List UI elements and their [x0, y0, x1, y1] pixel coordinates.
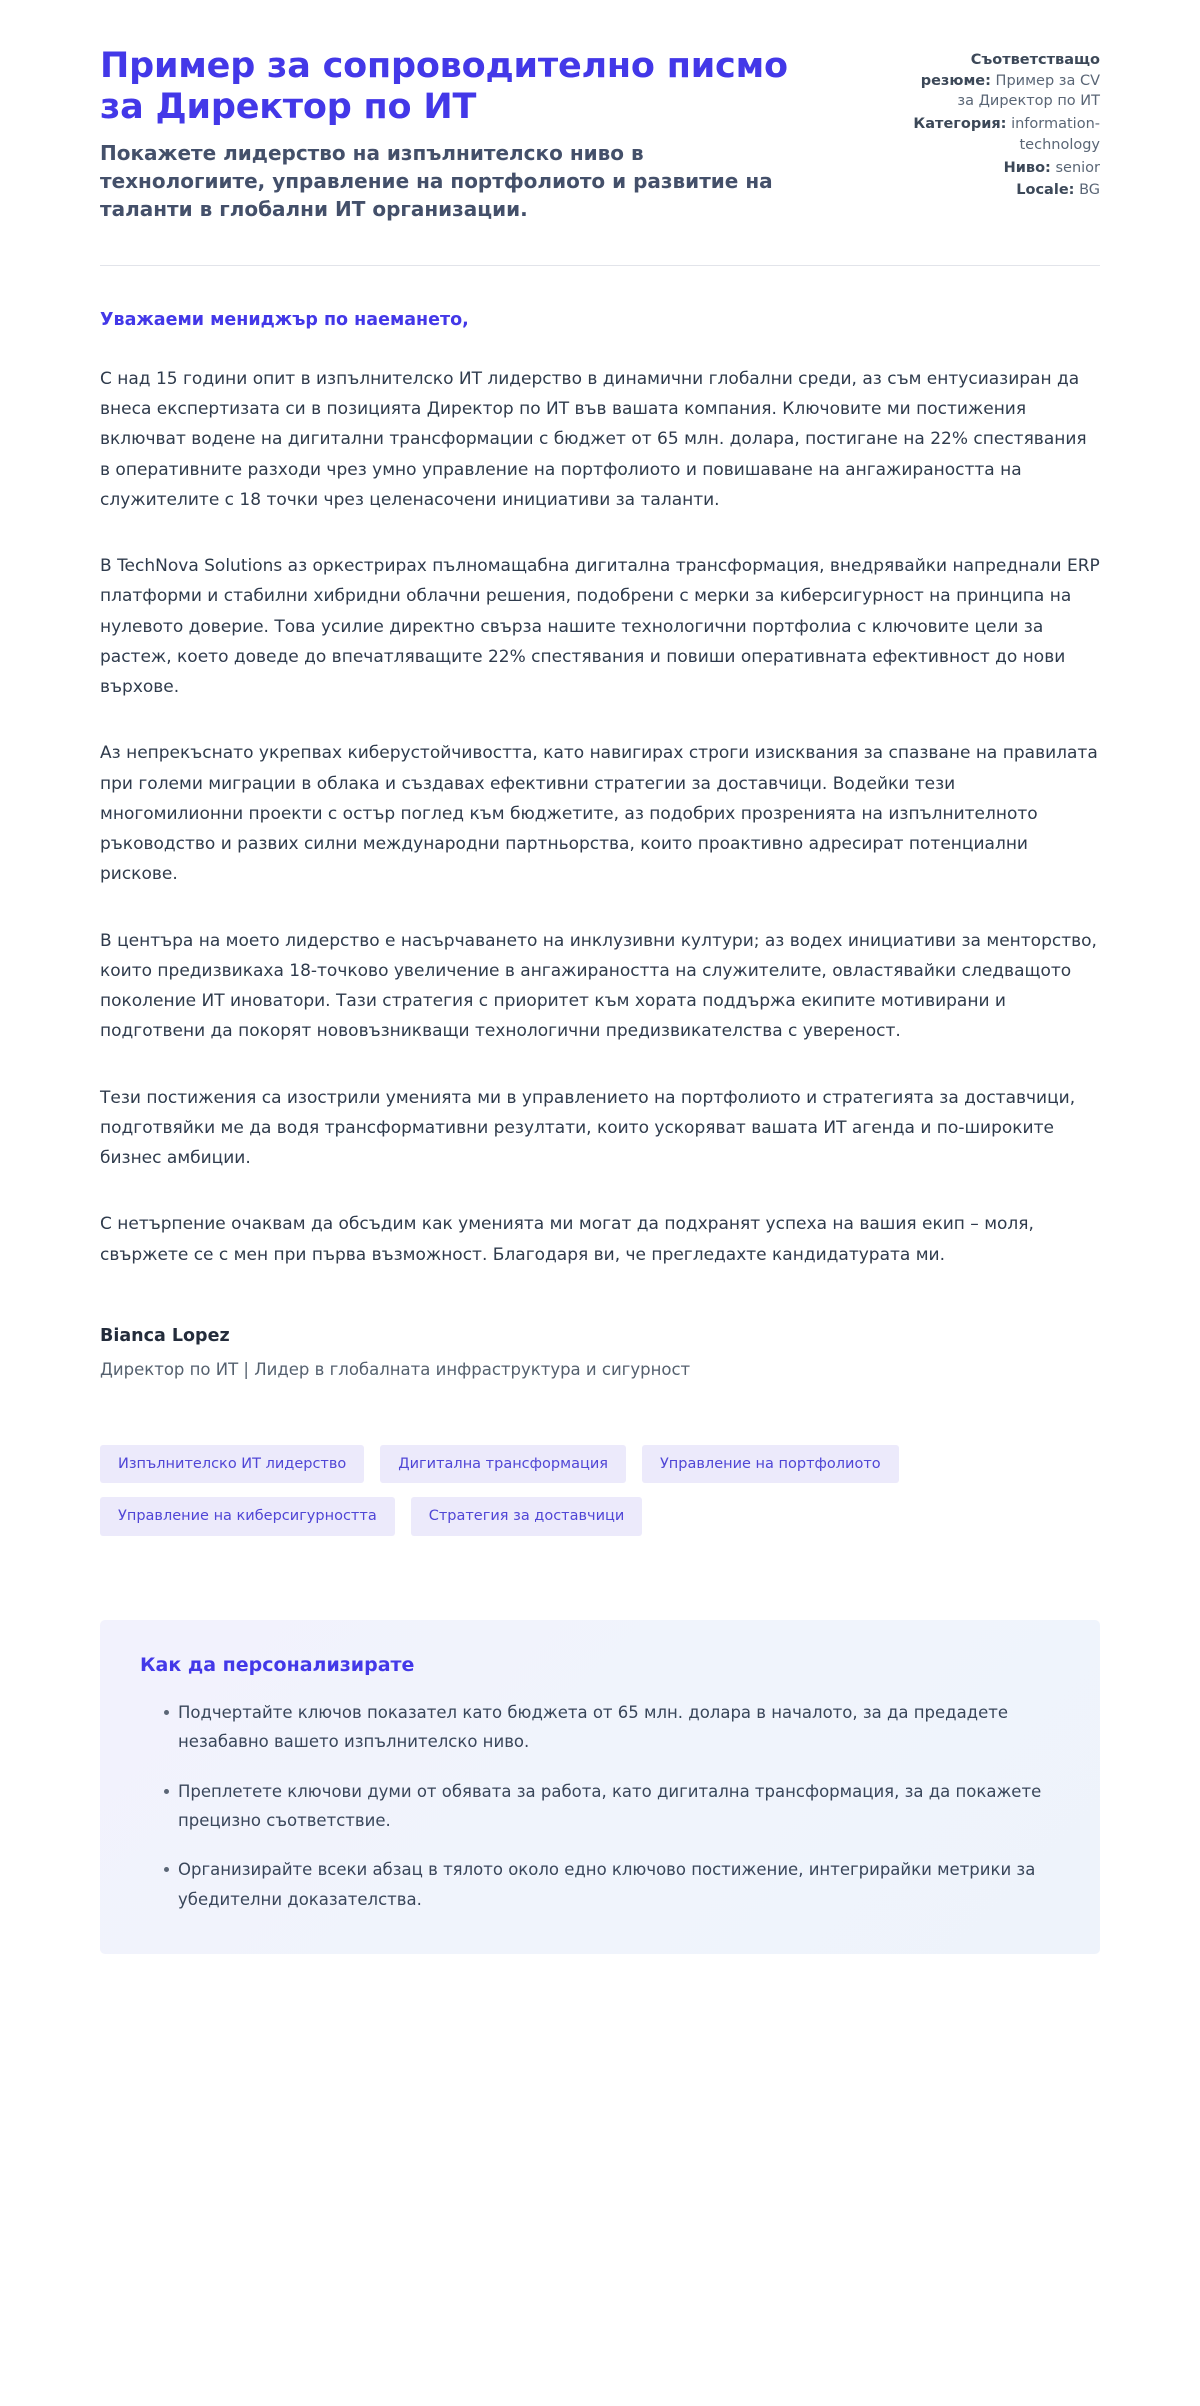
metadata-matching-resume-label: Съответстващо резюме: [920, 52, 1100, 89]
header-title-block [100, 46, 800, 223]
letter-paragraph: Аз непрекъснато укрепвах киберустойчивостта, като навигирах строги изисквания за спазване на правилата при големи миграции в облака и създавах ефективни стратегии за доставчици. Водейки тези многомилионни проекти с остър поглед към бюджетите, аз подобрих прозренията на изпълнителното ръководство и развих силни международни партньорства, които проактивно адресират потенциални рискове. [100, 743, 1098, 885]
metadata-category [908, 114, 1100, 155]
page-subtitle: Покажете лидерство на изпълнителско ниво в технологиите, управление на портфолиото и развитие на таланти в глобални ИТ организации. [100, 140, 773, 221]
letter-salutation: Уважаеми мениджър по наемането, [100, 309, 469, 330]
callout-list-item: Организирайте всеки абзац в тялото около едно ключово постижение, интегрирайки метрики за убедителни доказателства. [164, 1855, 1060, 1914]
letter-paragraph: С над 15 години опит в изпълнителско ИТ лидерство в динамични глобални среди, аз съм ентусиазиран да внеса експертизата си в позицията Директор по ИТ във вашата компания. Ключовите ми постижения включват водене на дигитални трансформации с бюджет от 65 млн. долара, постигане на 22% спестявания в оперативните разходи чрез умно управление на портфолиото и повишаване на ангажираността на служителите с 18 точки чрез целенасочени инициативи за таланти. [100, 368, 1087, 510]
metadata-level [908, 158, 1100, 179]
metadata-category-value: information-technology [1011, 116, 1100, 153]
letter-body [100, 266, 1100, 1270]
document-header [100, 46, 1100, 223]
callout-list-item: Подчертайте ключов показател като бюджета от 65 млн. долара в началото, за да предадете незабавно вашето изпълнителско ниво. [164, 1698, 1060, 1757]
signature-block [100, 1326, 1100, 1379]
letter-paragraph: С нетърпение очаквам да обсъдим как уменията ми могат да подхранят успеха на вашия екип – моля, свържете се с мен при първа възможност. Благодаря ви, че прегледахте кандидатурата ми. [100, 1214, 1034, 1265]
document-metadata [908, 46, 1100, 203]
tag-list [100, 1445, 1020, 1536]
tag-chip[interactable]: Управление на киберсигурността [100, 1497, 395, 1536]
metadata-locale-value: BG [1079, 182, 1100, 199]
metadata-matching-resume [908, 50, 1100, 112]
metadata-matching-resume-value: Пример за CV за Директор по ИТ [957, 72, 1100, 110]
page-title: Пример за сопроводително писмо за Директор по ИТ [100, 46, 788, 127]
callout-list-item: Преплетете ключови думи от обявата за работа, като дигитална трансформация, за да покажете прецизно съответствие. [164, 1777, 1060, 1836]
tag-chip[interactable]: Стратегия за доставчици [411, 1497, 643, 1536]
metadata-category-label: Категория: [913, 116, 1007, 133]
callout-list [140, 1698, 1060, 1914]
letter-paragraph: Тези постижения са изострили уменията ми в управлението на портфолиото и стратегията за доставчици, подготвяйки ме да водя трансформативни резултати, които ускоряват вашата ИТ агенда и по-широките бизнес амбиции. [100, 1087, 1076, 1169]
letter-paragraph: В центъра на моето лидерство е насърчаването на инклузивни култури; аз водех инициативи за менторство, които предизвикаха 18-точково увеличение в ангажираността на служителите, овластявайки следващото поколение ИТ иноватори. Тази стратегия с приоритет към хората поддържа екипите мотивирани и подготвени да покорят нововъзникващи технологични предизвикателства с увереност. [100, 930, 1097, 1042]
signature-role: Директор по ИТ | Лидер в глобалната инфраструктура и сигурност [100, 1359, 691, 1379]
letter-paragraphs [100, 364, 1100, 1270]
metadata-level-value: senior [1055, 159, 1100, 176]
personalization-callout [100, 1620, 1100, 1954]
tag-chip[interactable]: Изпълнителско ИТ лидерство [100, 1445, 364, 1484]
metadata-level-label: Ниво: [1003, 159, 1051, 176]
metadata-locale [908, 180, 1100, 201]
tag-chip[interactable]: Дигитална трансформация [380, 1445, 626, 1484]
tag-chip[interactable]: Управление на портфолиото [642, 1445, 899, 1484]
letter-paragraph: В TechNova Solutions аз оркестрирах пълномащабна дигитална трансформация, внедрявайки напреднали ERP платформи и стабилни хибридни облачни решения, подобрени с мерки за киберсигурност на принципа на нулевото доверие. Това усилие директно свърза нашите технологични портфолиа с ключовите цели за растеж, което доведе до впечатляващите 22% спестявания и повиши оперативната ефективност до нови върхове. [100, 556, 1100, 698]
metadata-locale-label: Locale: [1016, 182, 1075, 199]
signature-name: Bianca Lopez [100, 1325, 230, 1346]
callout-title: Как да персонализирате [140, 1653, 415, 1676]
